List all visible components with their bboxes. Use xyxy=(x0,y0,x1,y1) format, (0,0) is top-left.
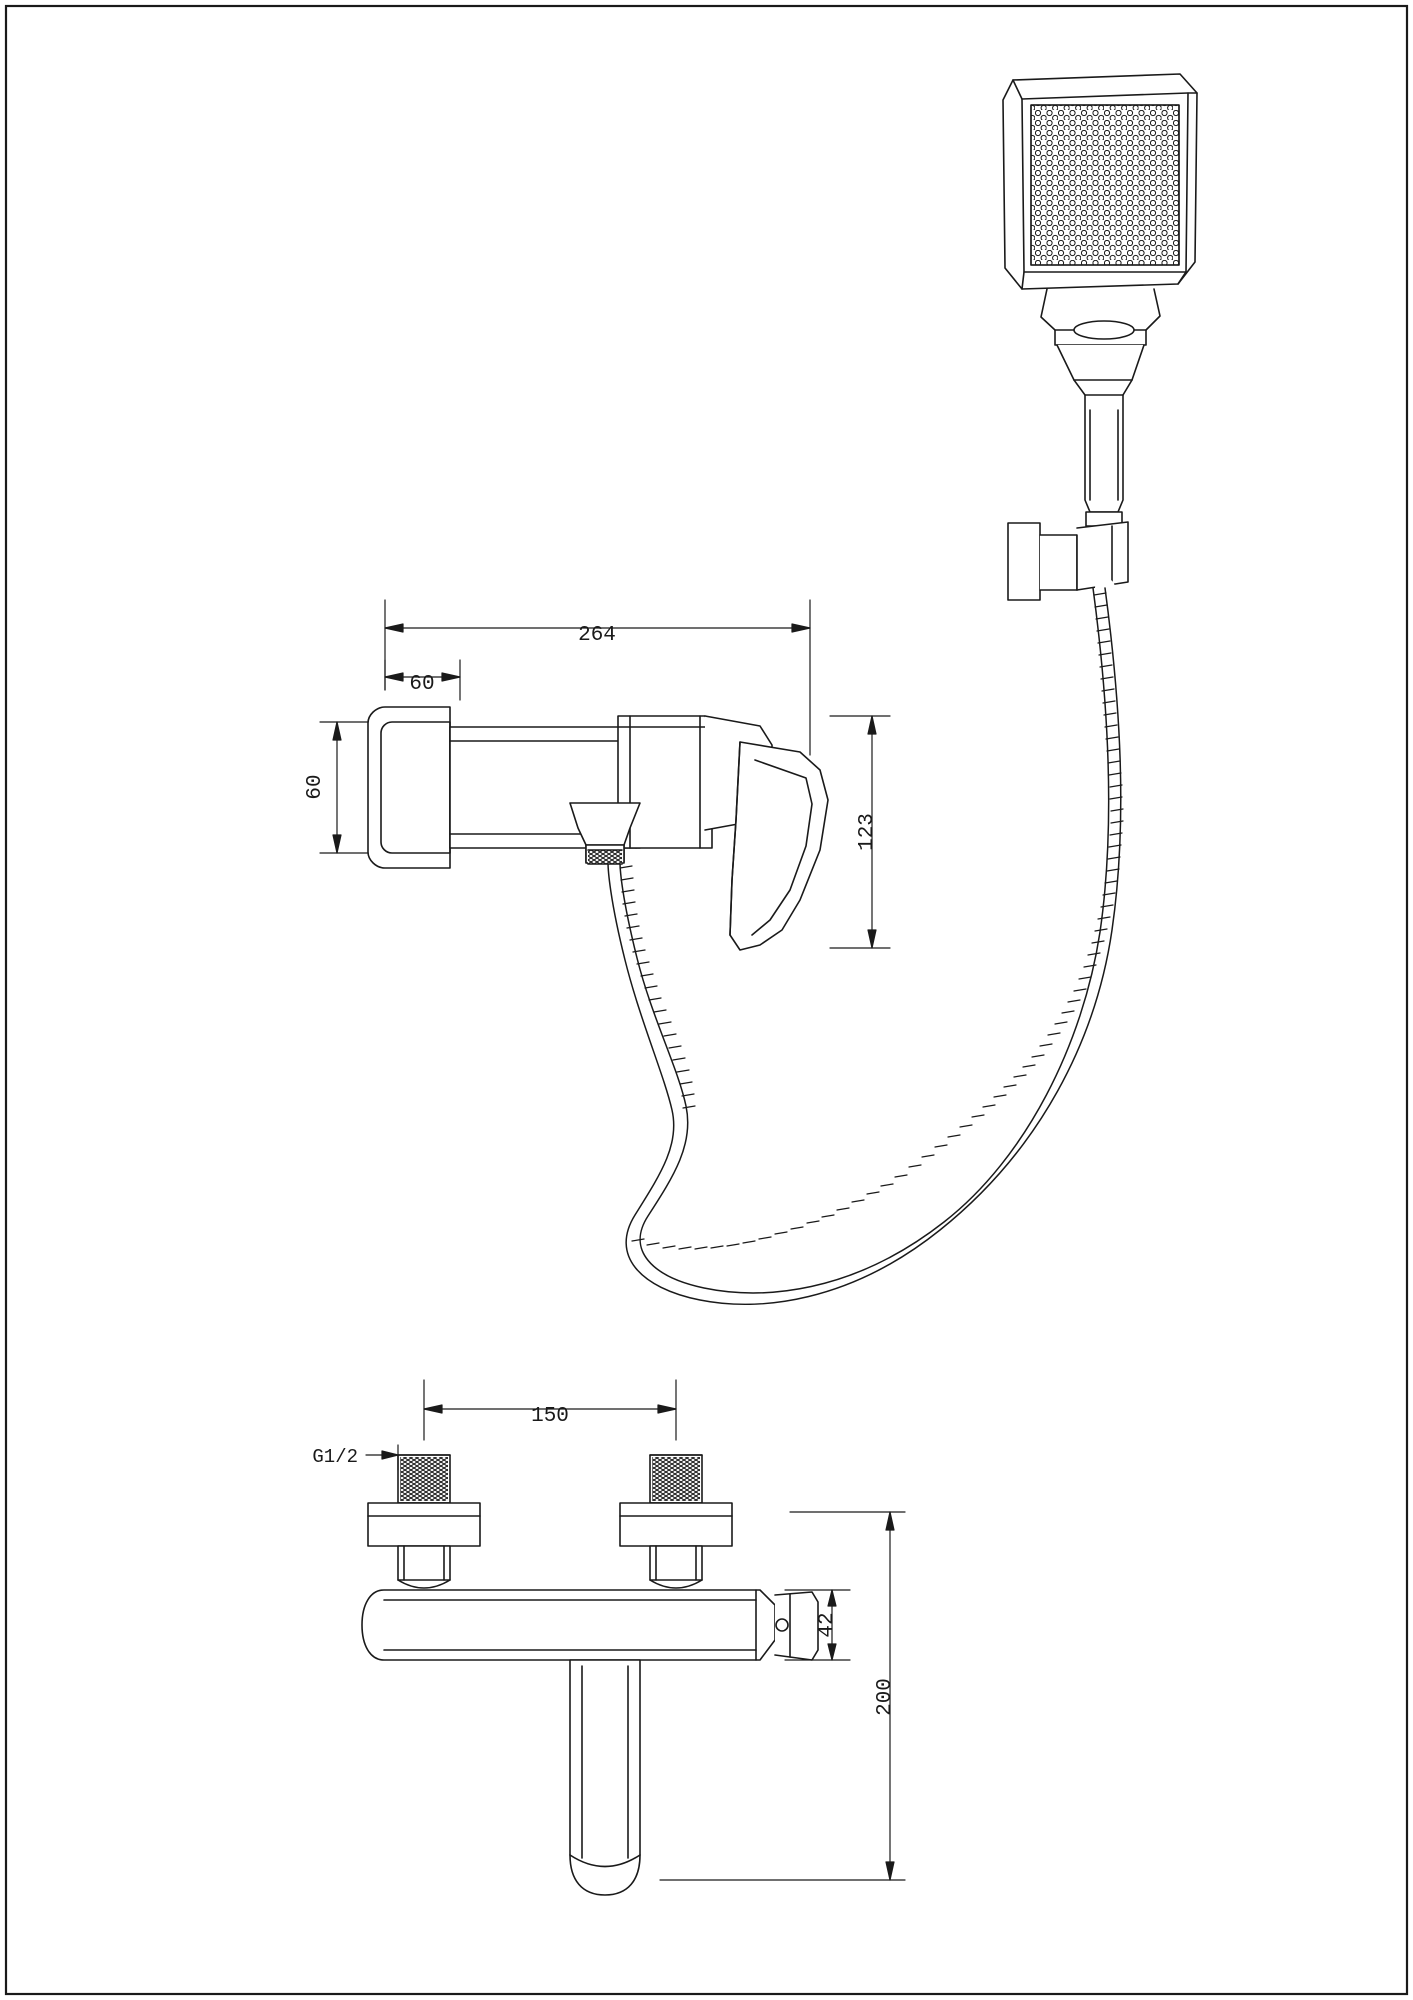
dim-label-60-vertical: 60 xyxy=(304,774,327,800)
dim-label-g12: G1/2 xyxy=(312,1446,358,1468)
dim-label-150: 150 xyxy=(531,1405,569,1428)
flexible-hose xyxy=(608,588,1123,1304)
dim-label-264: 264 xyxy=(578,624,616,647)
dim-g12 xyxy=(366,1445,398,1470)
sheet-border xyxy=(6,6,1407,1994)
dim-label-42: 42 xyxy=(816,1612,839,1638)
mixer-body-front xyxy=(362,1590,818,1660)
spout xyxy=(570,1660,640,1895)
dim-label-60-horizontal: 60 xyxy=(409,673,435,696)
dim-label-200: 200 xyxy=(874,1678,897,1716)
inlet-connector-right xyxy=(620,1455,732,1588)
handshower-handle xyxy=(1041,289,1160,526)
bottom-view xyxy=(362,1455,818,1895)
handshower-head xyxy=(1003,74,1197,289)
mixer-lever xyxy=(730,742,828,950)
inlet-connector-left xyxy=(368,1455,480,1588)
mixer-body xyxy=(368,707,828,950)
dim-60-vertical xyxy=(320,722,368,853)
dim-label-123: 123 xyxy=(856,813,879,851)
